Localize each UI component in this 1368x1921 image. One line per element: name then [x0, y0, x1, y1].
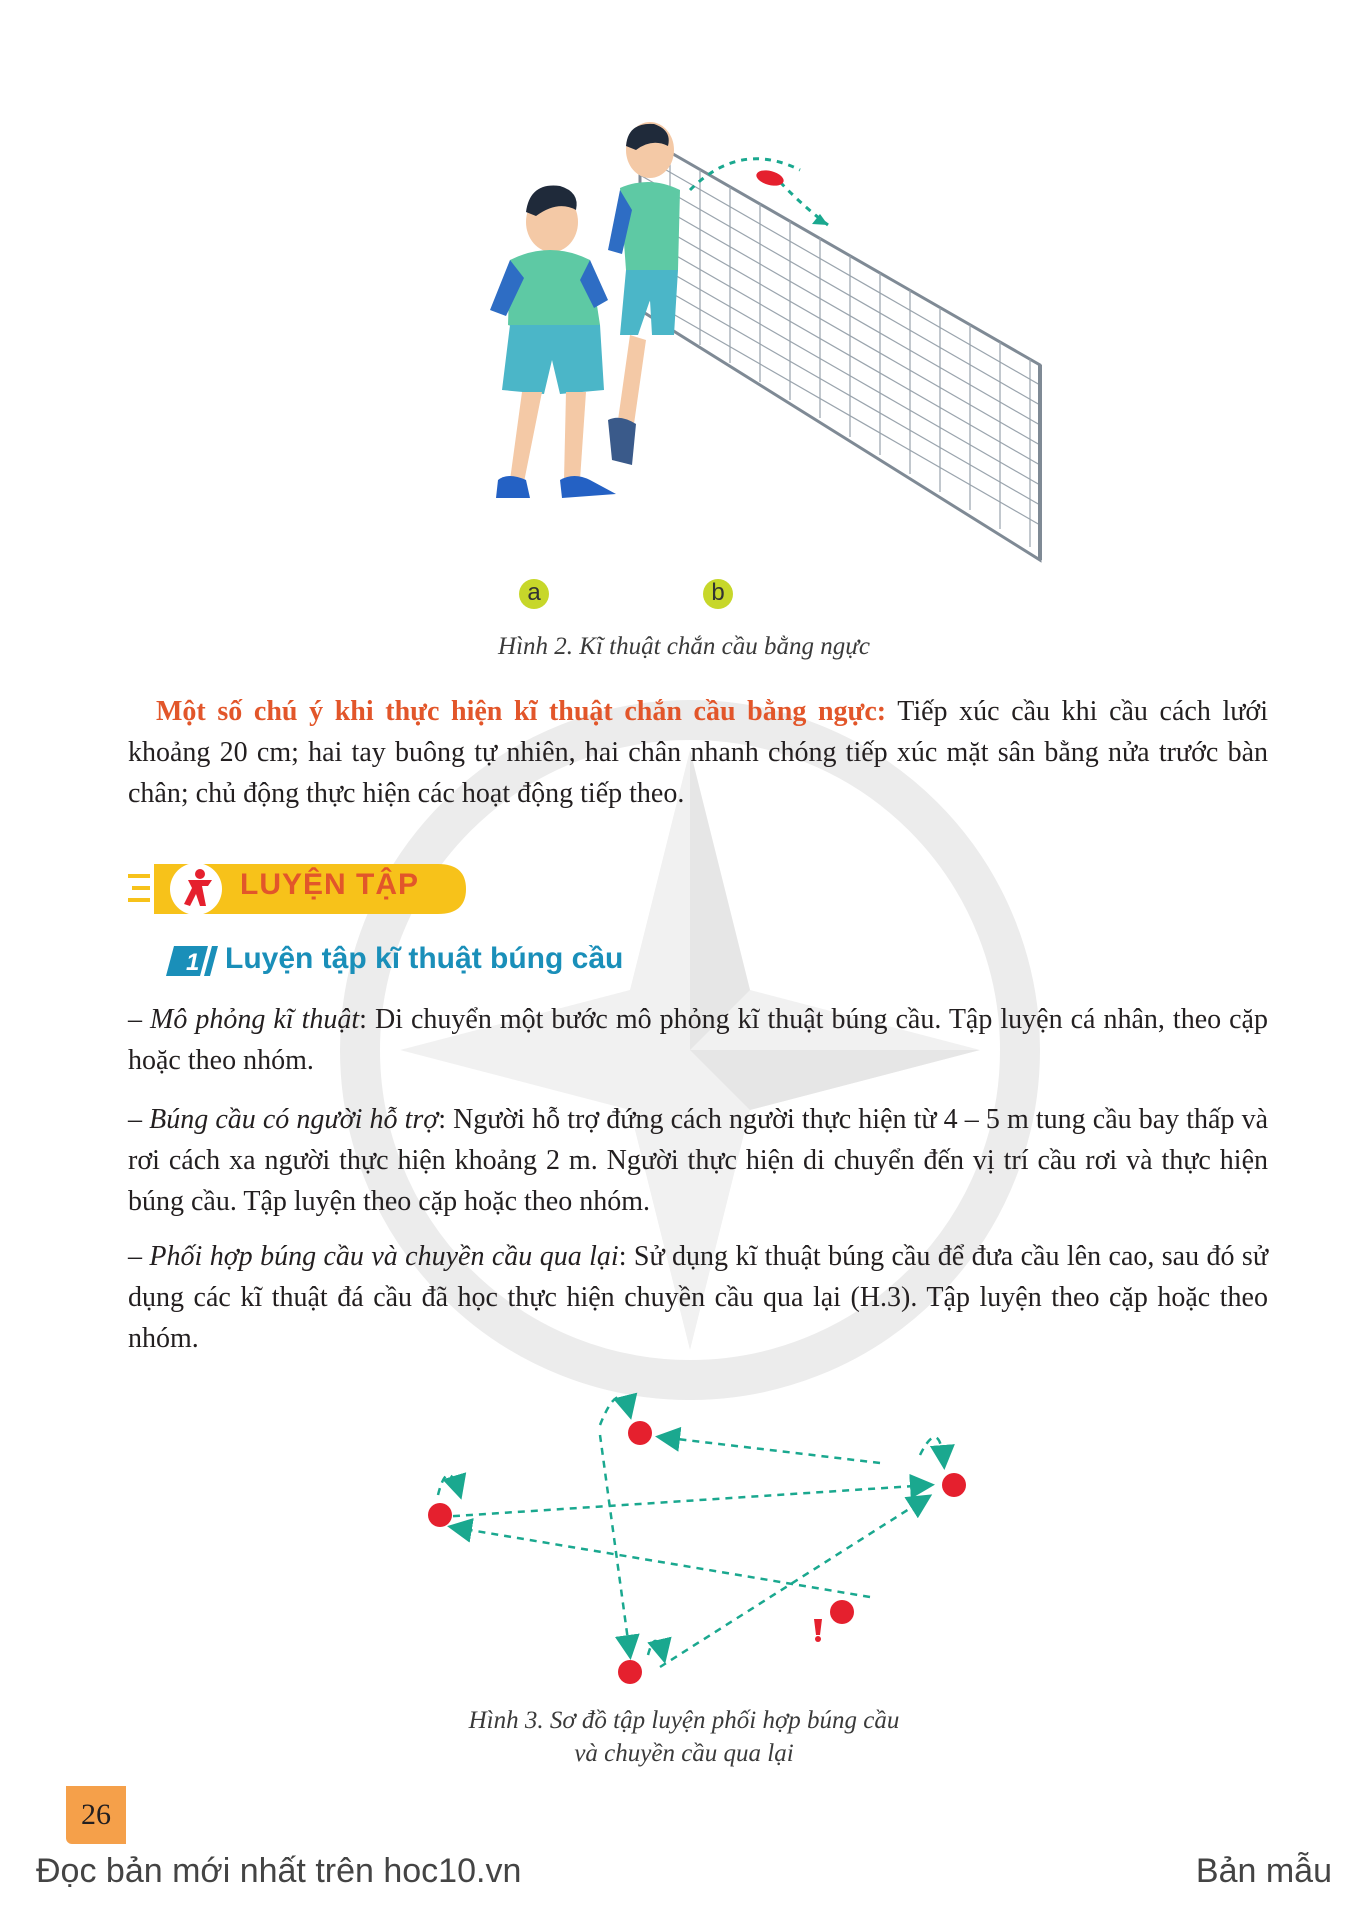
player-dot	[942, 1473, 966, 1497]
practice-item-term: Mô phỏng kĩ thuật	[150, 1004, 360, 1035]
footer-link[interactable]: Đọc bản mới nhất trên hoc10.vn	[36, 1852, 522, 1890]
practice-banner-title: LUYỆN TẬP	[240, 868, 420, 901]
notes-text: Tiếp xúc cầu khi cầu cách lưới khoảng 20 cm; hai tay buông tự nhiên, hai chân nhanh chóng tiếp xúc mặt sân bằng nửa trước bàn chân; chủ động thực hiện các hoạt động tiếp theo.	[128, 696, 1268, 809]
net	[640, 135, 1040, 560]
practice-item-text: : Sử dụng kĩ thuật búng cầu để đưa cầu lên cao, sau đó sử dụng các kĩ thuật đá cầu đã học thực hiện chuyền cầu qua lại (H.3). Tập luyện theo cặp hoặc theo nhóm.	[128, 1241, 1269, 1354]
practice-item-term: Búng cầu có người hỗ trợ	[149, 1104, 439, 1135]
figure2-caption: Hình 2. Kĩ thuật chắn cầu bằng ngực	[498, 633, 870, 660]
practice-item: – Búng cầu có người hỗ trợ: Người hỗ trợ đứng cách người thực hiện từ 4 – 5 m tung cầu bay thấp và rơi cách xa người thực hiện khoảng 2 m. Người thực hiện di chuyển đến vị trí cầu rơi và thực hiện búng cầu. Tập luyện theo cặp hoặc theo nhóm.	[128, 1104, 1268, 1217]
practice-item-text: : Người hỗ trợ đứng cách người thực hiện từ 4 – 5 m tung cầu bay thấp và rơi cách xa người thực hiện khoảng 2 m. Người thực hiện di chuyển đến vị trí cầu rơi và thực hiện búng cầu. Tập luyện theo cặp hoặc theo nhóm.	[128, 1104, 1268, 1217]
page-number: 26	[66, 1786, 126, 1844]
section-title: Luyện tập kĩ thuật búng cầu	[225, 942, 624, 975]
notes-lead: Một số chú ý khi thực hiện kĩ thuật chắn cầu bằng ngực:	[156, 696, 887, 727]
player-dot	[428, 1503, 452, 1527]
section-number-badge	[166, 944, 222, 978]
footer-sample-label: Bản mẫu	[1195, 1852, 1332, 1890]
player-dot	[628, 1421, 652, 1445]
practice-item-text: : Di chuyển một bước mô phỏng kĩ thuật búng cầu. Tập luyện cá nhân, theo cặp hoặc theo nhóm.	[128, 1004, 1268, 1076]
player-b	[608, 122, 680, 465]
player-a	[490, 186, 616, 498]
notes-paragraph	[128, 691, 1268, 814]
figure2-illustration	[440, 120, 1080, 640]
practice-item: – Phối hợp búng cầu và chuyền cầu qua lại: Sử dụng kĩ thuật búng cầu để đưa cầu lên cao, sau đó sử dụng các kĩ thuật đá cầu đã học thực hiện chuyền cầu qua lại (H.3). Tập luyện theo cặp hoặc theo nhóm.	[128, 1241, 1269, 1354]
figure-label-a: a	[519, 579, 549, 609]
practice-item-term: Phối hợp búng cầu và chuyền cầu qua lại	[149, 1241, 619, 1272]
figure-label-b: b	[703, 579, 733, 609]
practice-item: – Mô phỏng kĩ thuật: Di chuyển một bước mô phỏng kĩ thuật búng cầu. Tập luyện cá nhân, theo cặp hoặc theo nhóm.	[128, 1004, 1268, 1076]
shuttlecock-icon	[814, 1619, 822, 1642]
figure3-caption-line1: Hình 3. Sơ đồ tập luyện phối hợp búng cầu	[468, 1707, 900, 1734]
section-number: 1	[186, 949, 200, 976]
figure3-diagram	[420, 1355, 980, 1695]
player-dot	[830, 1600, 854, 1624]
player-dot	[618, 1660, 642, 1684]
figure3-caption-line2: và chuyền cầu qua lại	[574, 1740, 794, 1767]
